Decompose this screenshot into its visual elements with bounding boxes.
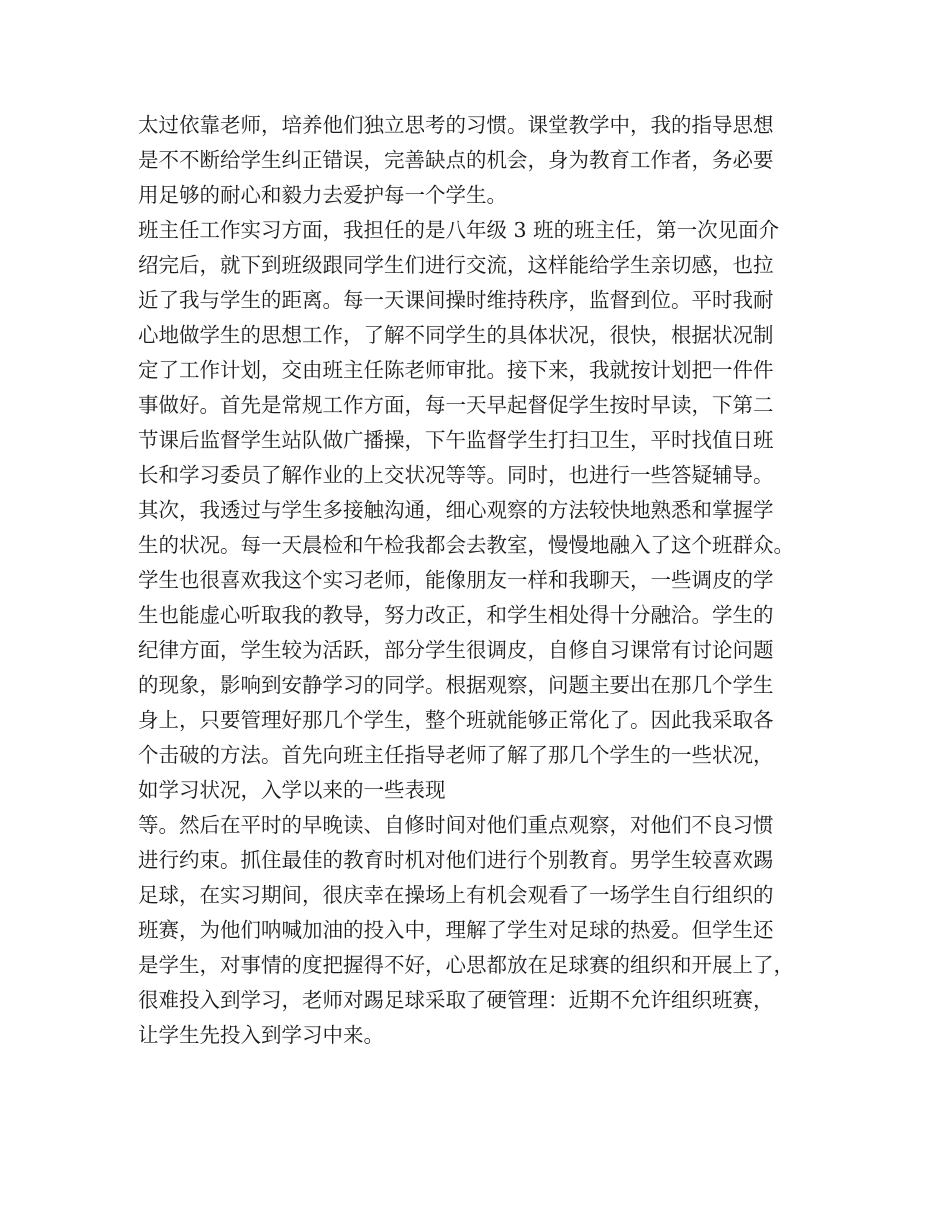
text-line: 的现象，影响到安静学习的同学。根据观察，问题主要出在那几个学生 <box>138 673 774 697</box>
text-line: 个击破的方法。首先向班主任指导老师了解了那几个学生的一些状况， <box>138 743 774 767</box>
text-line: 用足够的耐心和毅力去爱护每一个学生。 <box>138 183 507 207</box>
text-line: 等。然后在平时的早晚读、自修时间对他们重点观察，对他们不良习惯 <box>138 813 774 837</box>
text-line: 定了工作计划，交由班主任陈老师审批。接下来，我就按计划把一件件 <box>138 358 774 382</box>
text-line: 让学生先投入到学习中来。 <box>138 1023 384 1047</box>
text-line: 生的状况。每一天晨检和午检我都会去教室，慢慢地融入了这个班群众。 <box>138 533 794 557</box>
text-line: 生也能虚心听取我的教导，努力改正，和学生相处得十分融洽。学生的 <box>138 603 774 627</box>
text-line: 如学习状况，入学以来的一些表现 <box>138 778 446 802</box>
text-line: 事做好。首先是常规工作方面，每一天早起督促学生按时早读，下第二 <box>138 393 774 417</box>
text-line: 长和学习委员了解作业的上交状况等等。同时，也进行一些答疑辅导。 <box>138 463 774 487</box>
text-line: 是不不断给学生纠正错误，完善缺点的机会，身为教育工作者，务必要 <box>138 148 774 172</box>
text-line: 是学生，对事情的度把握得不好，心思都放在足球赛的组织和开展上了， <box>138 953 794 977</box>
text-line: 其次，我透过与学生多接触沟通，细心观察的方法较快地熟悉和掌握学 <box>138 498 774 522</box>
text-line: 身上，只要管理好那几个学生，整个班就能够正常化了。因此我采取各 <box>138 708 774 732</box>
text-line: 纪律方面，学生较为活跃，部分学生很调皮，自修自习课常有讨论问题 <box>138 638 774 662</box>
text-line: 绍完后，就下到班级跟同学生们进行交流，这样能给学生亲切感，也拉 <box>138 253 774 277</box>
text-line: 足球，在实习期间，很庆幸在操场上有机会观看了一场学生自行组织的 <box>138 883 774 907</box>
text-line: 学生也很喜欢我这个实习老师，能像朋友一样和我聊天，一些调皮的学 <box>138 568 774 592</box>
text-line: 近了我与学生的距离。每一天课间操时维持秩序，监督到位。平时我耐 <box>138 288 774 312</box>
text-line: 班赛，为他们呐喊加油的投入中，理解了学生对足球的热爱。但学生还 <box>138 918 774 942</box>
text-line: 太过依靠老师，培养他们独立思考的习惯。课堂教学中，我的指导思想 <box>138 113 774 137</box>
text-line: 心地做学生的思想工作，了解不同学生的具体状况，很快，根据状况制 <box>138 323 774 347</box>
text-line: 很难投入到学习，老师对踢足球采取了硬管理：近期不允许组织班赛， <box>138 988 774 1012</box>
text-line: 班主任工作实习方面，我担任的是八年级 3 班的班主任，第一次见面介 <box>138 218 780 242</box>
text-line: 进行约束。抓住最佳的教育时机对他们进行个别教育。男学生较喜欢踢 <box>138 848 774 872</box>
body-text <box>138 108 838 1053</box>
text-line: 节课后监督学生站队做广播操，下午监督学生打扫卫生，平时找值日班 <box>138 428 774 452</box>
